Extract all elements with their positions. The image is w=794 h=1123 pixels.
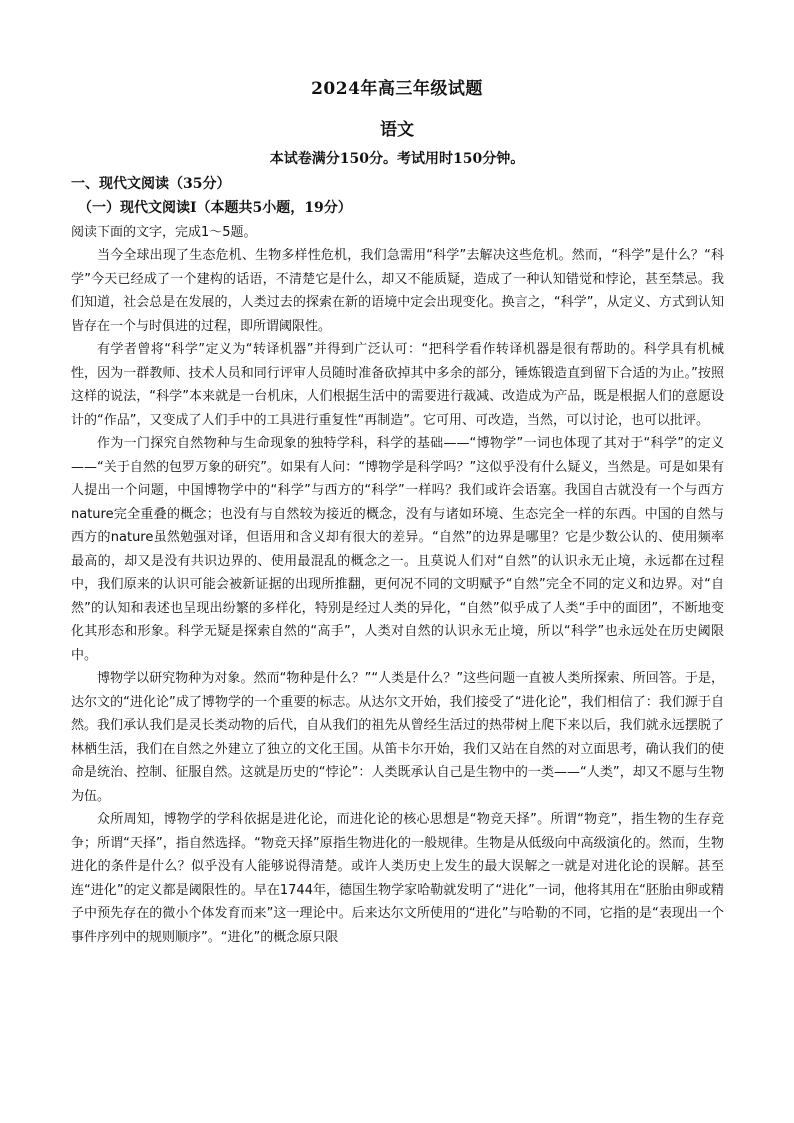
exam-note: 本试卷满分150分。考试用时150分钟。: [269, 151, 525, 167]
passage-paragraph: 有学者曾将“科学”定义为“转译机器”并得到广泛认可：“把科学看作转译机器是很有帮助的。科学具有机械性，因为一群教师、技术人员和同行评审人员随时准备砍掉其中多余的部分，锤炼锻造直到留下合适的为止。”按照这样的说法，“科学”本来就是一台机床，人们根据生活中的需要进行裁减、改造成为产品，既是根据人们的意愿设计的“作品”，又变成了人们手中的工具进行重复性“再制造”。它可用、可改造，当然，可以讨论，也可以批评。: [71, 342, 724, 428]
section-heading: 一、现代文阅读（35分）: [71, 176, 231, 192]
passage-paragraph: 众所周知，博物学的学科依据是进化论，而进化论的核心思想是“物竞天择”。所谓“物竞”，指生物的生存竞争；所谓“天择”，指自然选择。“物竞天择”原指生物进化的一般规律。生物是从低级向中高级演化的。然而，生物进化的条件是什么？似乎没有人能够说得清楚。或许人类历史上发生的最大误解之一就是对进化论的误解。甚至连“进化”的定义都是阈限性的。早在1744年，德国生物学家哈勒就发明了“进化”一词，他将其用在“胚胎由卵或精子中预先存在的微小个体发育而来”这一理论中。后来达尔文所使用的“进化”与哈勒的不同，它指的是“表现出一个事件序列中的规则顺序”。“进化”的概念原只限: [71, 812, 724, 945]
passage-paragraph: 作为一门探究自然物种与生命现象的独特学科，科学的基础——“博物学”一词也体现了其对于“科学”的定义——“关于自然的包罗万象的研究”。如果有人问：“博物学是科学吗？”这似乎没有什么疑义，当然是。可是如果有人提出一个问题，中国博物学中的“科学”与西方的“科学”一样吗？我们或许会语塞。我国自古就没有一个与西方nature完全重叠的概念；也没有与自然较为接近的概念，没有与诸如环境、生态完全一样的东西。中国的自然与西方的nature虽然勉强对译，但语用和含义却有很大的差异。“自然”的边界是哪里？它是少数公认的、使用频率最高的，却又是没有共识边界的、使用最混乱的概念之一。且莫说人们对“自然”的认识永无止境，永远都在过程中，我们原来的认识可能会被新证据的出现所推翻，更何况不同的文明赋予“自然”完全不同的定义和边界。对“自然”的认知和表述也呈现出纷繁的多样化，特别是经过人类的异化，“自然”似乎成了人类“手中的面团”，不断地变化其形态和形象。科学无疑是探索自然的“高手”，人类对自然的认识永无止境，所以“科学”也永远处在历史阈限中。: [71, 436, 724, 663]
exam-title: 2024年高三年级试题: [311, 79, 483, 99]
subject-title: 语文: [380, 120, 414, 140]
section-subheading: （一）现代文阅读Ⅰ（本题共5小题，19分）: [78, 200, 352, 216]
passage-paragraph: 当今全球出现了生态危机、生物多样性危机，我们急需用“科学”去解决这些危机。然而，“科学”是什么？“科学”今天已经成了一个建构的话语，不清楚它是什么，却又不能质疑，造成了一种认知错觉和悖论，甚至禁忌。我们知道，社会总是在发展的，人类过去的探索在新的语境中定会出现变化。换言之，“科学”，从定义、方式到认知皆存在一个与时俱进的过程，即所谓阈限性。: [71, 248, 724, 334]
reading-instruction: 阅读下面的文字，完成1～5题。: [71, 225, 257, 240]
passage-paragraph: 博物学以研究物种为对象。然而“物种是什么？”“人类是什么？”这些问题一直被人类所探索、所回答。于是，达尔文的“进化论”成了博物学的一个重要的标志。从达尔文开始，我们接受了“进化论”，我们相信了：我们源于自然。我们承认我们是灵长类动物的后代，自从我们的祖先从曾经生活过的热带树上爬下来以后，我们就永远摆脱了林栖生活，我们在自然之外建立了独立的文化王国。从笛卡尔开始，我们又站在自然的对立面思考，确认我们的使命是统治、控制、征服自然。这就是历史的“悖论”：人类既承认自己是生物中的一类——“人类”，却又不愿与生物为伍。: [71, 671, 724, 804]
reading-passage: [71, 244, 724, 949]
